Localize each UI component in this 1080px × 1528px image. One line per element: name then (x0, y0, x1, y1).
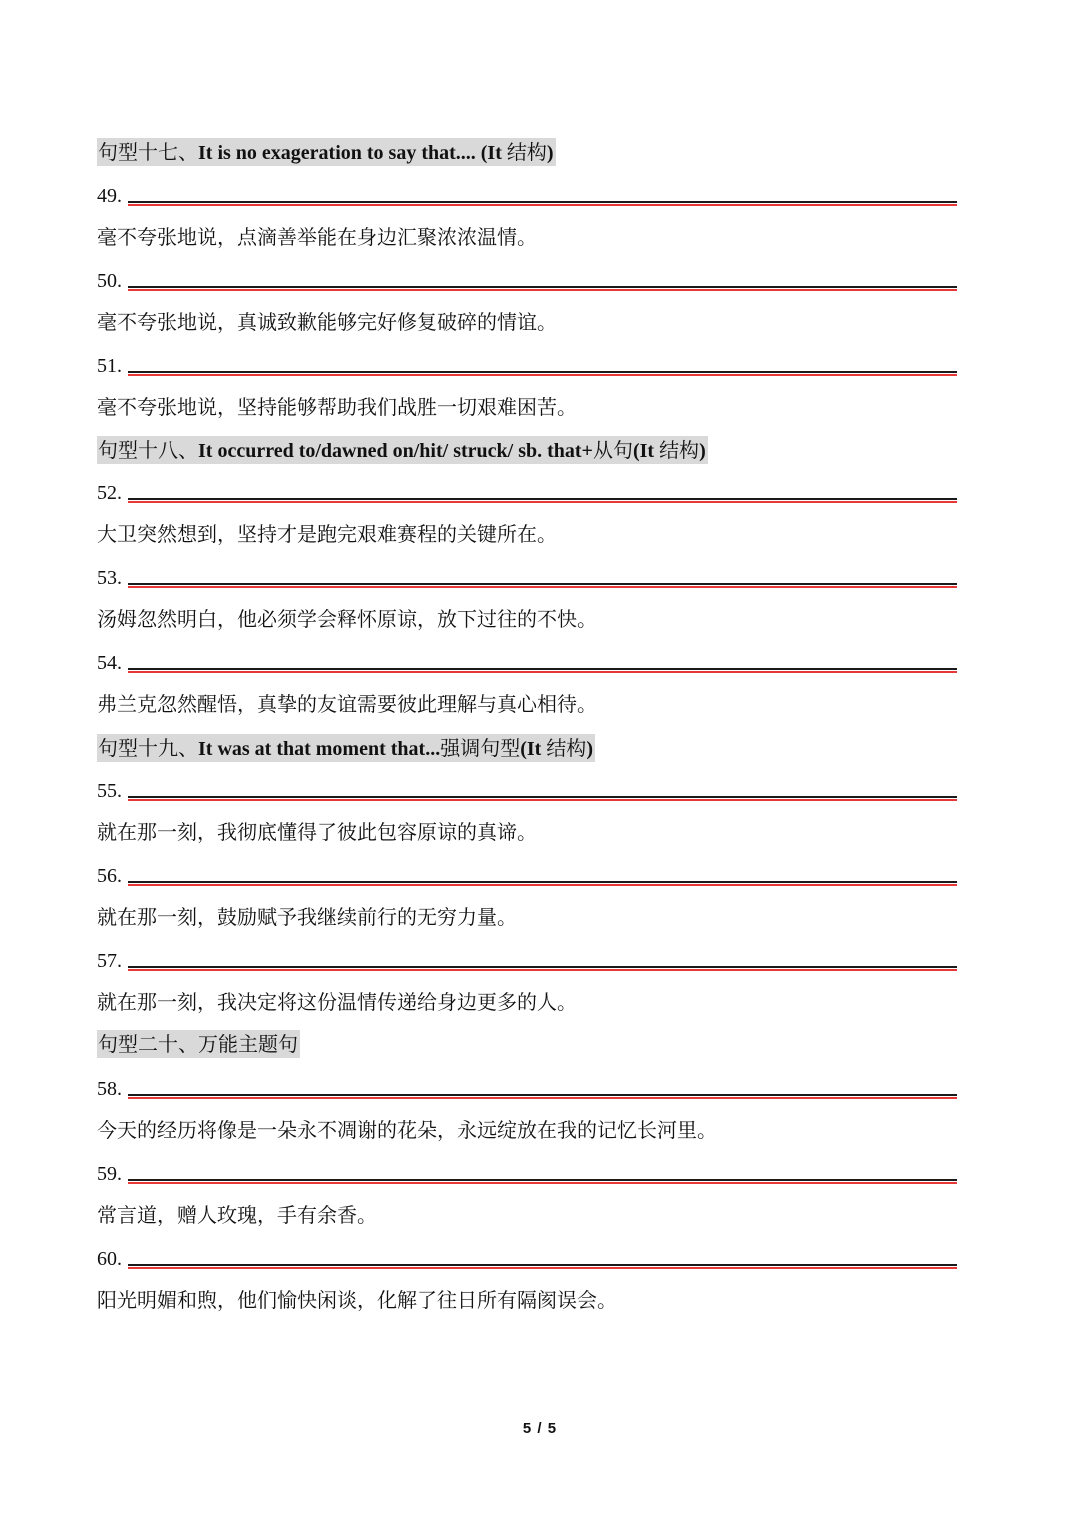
question-number: 52. (97, 482, 122, 504)
answer-blank[interactable] (128, 583, 957, 589)
chinese-prompt-56: 就在那一刻，鼓励赋予我继续前行的无穷力量。 (97, 905, 517, 929)
chinese-prompt-60: 阳光明媚和煦，他们愉快闲谈，化解了往日所有隔阂误会。 (97, 1288, 617, 1312)
section-heading-19 (97, 734, 595, 762)
answer-blank[interactable] (128, 498, 957, 504)
question-number: 59. (97, 1163, 122, 1185)
answer-blank[interactable] (128, 286, 957, 292)
section-heading-close: ) (586, 738, 593, 760)
answer-line-49[interactable] (97, 182, 957, 210)
answer-line-56[interactable] (97, 862, 957, 890)
answer-line-53[interactable] (97, 564, 957, 592)
page-number: 5 / 5 (522, 1420, 558, 1437)
answer-blank[interactable] (128, 1094, 957, 1100)
question-number: 50. (97, 270, 122, 292)
answer-blank[interactable] (128, 1264, 957, 1270)
question-number: 51. (97, 355, 122, 377)
chinese-prompt-54: 弗兰克忽然醒悟，真挚的友谊需要彼此理解与真心相待。 (97, 692, 597, 716)
chinese-prompt-57: 就在那一刻，我决定将这份温情传递给身边更多的人。 (97, 990, 577, 1014)
question-number: 49. (97, 185, 122, 207)
answer-line-52[interactable] (97, 479, 957, 507)
answer-blank[interactable] (128, 668, 957, 674)
chinese-prompt-55: 就在那一刻，我彻底懂得了彼此包容原谅的真谛。 (97, 820, 537, 844)
answer-line-59[interactable] (97, 1160, 957, 1188)
answer-line-57[interactable] (97, 947, 957, 975)
question-number: 54. (97, 652, 122, 674)
chinese-prompt-59: 常言道，赠人玫瑰，手有余香。 (97, 1203, 377, 1227)
answer-line-58[interactable] (97, 1075, 957, 1103)
section-heading-close: ) (699, 440, 706, 462)
section-heading-18 (97, 436, 708, 464)
section-heading-suffix: 强调句型 (440, 736, 521, 760)
answer-blank[interactable] (128, 796, 957, 802)
chinese-prompt-49: 毫不夸张地说，点滴善举能在身边汇聚浓浓温情。 (97, 225, 537, 249)
question-number: 60. (97, 1248, 122, 1270)
chinese-prompt-51: 毫不夸张地说，坚持能够帮助我们战胜一切艰难困苦。 (97, 395, 577, 419)
section-heading-english-2: (It (632, 440, 660, 462)
question-number: 56. (97, 865, 122, 887)
section-heading-prefix: 句型十九、 (98, 736, 198, 760)
section-heading-prefix: 句型十八、 (98, 438, 198, 462)
question-number: 58. (97, 1078, 122, 1100)
section-heading-suffix-2: 结构 (659, 438, 700, 462)
answer-line-54[interactable] (97, 649, 957, 677)
answer-blank[interactable] (128, 371, 957, 377)
answer-blank[interactable] (128, 201, 957, 207)
answer-line-55[interactable] (97, 777, 957, 805)
question-number: 57. (97, 950, 122, 972)
section-heading-suffix: 从句 (592, 438, 633, 462)
section-heading-english-2: (It (520, 738, 547, 760)
answer-line-50[interactable] (97, 267, 957, 295)
answer-blank[interactable] (128, 1179, 957, 1185)
section-heading-english: It occurred to/dawned on/hit/ struck/ sb. that+ (198, 440, 593, 462)
section-heading-20 (97, 1030, 300, 1058)
section-heading-close: ) (546, 142, 554, 164)
question-number: 55. (97, 780, 122, 802)
chinese-prompt-52: 大卫突然想到，坚持才是跑完艰难赛程的关键所在。 (97, 522, 557, 546)
section-heading-prefix: 句型十七、 (98, 140, 198, 164)
answer-line-51[interactable] (97, 352, 957, 380)
section-heading-suffix-2: 结构 (546, 736, 587, 760)
chinese-prompt-58: 今天的经历将像是一朵永不凋谢的花朵，永远绽放在我的记忆长河里。 (97, 1118, 717, 1142)
chinese-prompt-53: 汤姆忽然明白，他必须学会释怀原谅，放下过往的不快。 (97, 607, 597, 631)
answer-blank[interactable] (128, 966, 957, 972)
answer-blank[interactable] (128, 881, 957, 887)
question-number: 53. (97, 567, 122, 589)
section-heading-suffix: 结构 (506, 140, 547, 164)
chinese-prompt-50: 毫不夸张地说，真诚致歉能够完好修复破碎的情谊。 (97, 310, 557, 334)
section-heading-english: It was at that moment that... (198, 738, 441, 760)
section-heading-english: It is no exageration to say that.... (It (198, 142, 507, 164)
section-heading-17 (97, 138, 556, 166)
answer-line-60[interactable] (97, 1245, 957, 1273)
section-heading-prefix: 句型二十、万能主题句 (98, 1032, 298, 1056)
